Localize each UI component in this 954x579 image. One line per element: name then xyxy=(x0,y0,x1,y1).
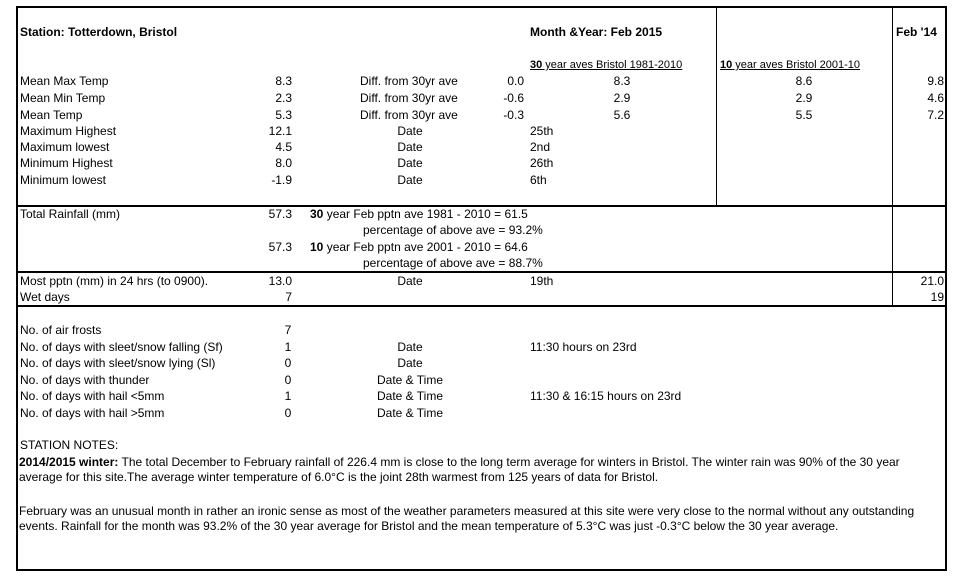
count-value: 0 xyxy=(284,406,292,420)
pptn-label: Most pptn (mm) in 24 hrs (to 0900). xyxy=(20,274,209,288)
count-value: 1 xyxy=(284,389,292,403)
temp-diff: -0.3 xyxy=(503,108,524,122)
temp-ave30: 8.3 xyxy=(613,74,631,88)
extreme-date-label: Date xyxy=(397,156,423,170)
notes-winter: 2014/2015 winter: The total December to February rainfall of 226.4 mm is close to the long term average for winters in Bristol. The winter rain was 90% of the 30 year average for this site.The average winter temperature of 6.0°C is the joint 28th warmest from 125 years of data for Bristol. xyxy=(19,455,900,484)
extreme-date-label: Date xyxy=(397,173,423,187)
divider-rainfall-bottom xyxy=(16,271,947,273)
temp-ave10: 2.9 xyxy=(795,91,813,105)
notes-heading: STATION NOTES: xyxy=(20,438,119,452)
temp-prev: 4.6 xyxy=(927,91,944,105)
pptn-date-label: Date xyxy=(397,274,423,288)
count-mid: Date xyxy=(397,340,423,354)
count-label: No. of days with sleet/snow falling (Sf) xyxy=(20,340,223,354)
count-label: No. of air frosts xyxy=(20,323,102,337)
extreme-value: 8.0 xyxy=(275,156,292,170)
count-detail: 11:30 & 16:15 hours on 23rd xyxy=(530,389,682,403)
count-value: 0 xyxy=(284,373,292,387)
border-right xyxy=(945,6,947,571)
ave30-header: 30 year aves Bristol 1981-2010 xyxy=(530,59,683,71)
temp-label: Mean Temp xyxy=(20,108,83,122)
temp-value: 5.3 xyxy=(275,108,292,122)
temp-prev: 7.2 xyxy=(927,108,944,122)
temp-diff-label: Diff. from 30yr ave xyxy=(360,108,458,122)
count-label: No. of days with hail <5mm xyxy=(20,389,165,403)
count-mid: Date & Time xyxy=(376,389,444,403)
temp-diff: -0.6 xyxy=(503,91,524,105)
rainfall-label: Total Rainfall (mm) xyxy=(20,207,121,221)
extreme-label: Maximum Highest xyxy=(20,124,117,138)
rainfall-pct30: percentage of above ave = 93.2% xyxy=(363,223,543,237)
count-value: 0 xyxy=(284,356,292,370)
border-top xyxy=(16,6,947,8)
extreme-date: 2nd xyxy=(530,140,551,154)
divider-ave10-column xyxy=(716,6,717,206)
extreme-date: 6th xyxy=(530,173,547,187)
temp-value: 2.3 xyxy=(275,91,292,105)
wet-days-prev: 19 xyxy=(930,290,944,304)
wet-days-label: Wet days xyxy=(20,290,70,304)
count-mid: Date & Time xyxy=(376,373,444,387)
count-label: No. of days with sleet/snow lying (Sl) xyxy=(20,356,216,370)
extreme-date-label: Date xyxy=(397,124,423,138)
pptn-prev: 21.0 xyxy=(920,274,944,288)
rainfall-ave10: 10 year Feb pptn ave 2001 - 2010 = 64.6 xyxy=(310,240,528,254)
extreme-value: -1.9 xyxy=(271,173,292,187)
notes-february: February was an unusual month in rather an ironic sense as most of the weather parameters measured at this site were very close to the normal without any outstanding events. Rainfall for the month was 93.2% of the 30 year average for Bristol and the mean temperature of 5.3°C was just -0.3°C below the 30 year average. xyxy=(19,504,915,533)
rainfall-ave30: 30 year Feb pptn ave 1981 - 2010 = 61.5 xyxy=(310,207,528,221)
rainfall-value-1: 57.3 xyxy=(268,207,292,221)
rainfall-pct10: percentage of above ave = 88.7% xyxy=(363,256,543,270)
extreme-label: Minimum lowest xyxy=(20,173,107,187)
pptn-date: 19th xyxy=(530,274,554,288)
extreme-date: 26th xyxy=(530,156,554,170)
prev-year-header: Feb '14 xyxy=(896,25,937,39)
temp-ave10: 5.5 xyxy=(795,108,813,122)
extreme-date-label: Date xyxy=(397,140,423,154)
extreme-label: Minimum Highest xyxy=(20,156,113,170)
station-title: Station: Totterdown, Bristol xyxy=(20,25,178,39)
wet-days-value: 7 xyxy=(285,290,292,304)
count-mid: Date & Time xyxy=(376,406,444,420)
divider-prev-year-column xyxy=(892,6,893,306)
temp-label: Mean Min Temp xyxy=(20,91,106,105)
pptn-value: 13.0 xyxy=(268,274,292,288)
ave10-header: 10 year aves Bristol 2001-10 xyxy=(720,59,861,71)
extreme-value: 12.1 xyxy=(268,124,292,138)
extreme-date: 25th xyxy=(530,124,554,138)
count-value: 7 xyxy=(284,323,292,337)
temp-prev: 9.8 xyxy=(927,74,944,88)
count-value: 1 xyxy=(284,340,292,354)
temp-diff-label: Diff. from 30yr ave xyxy=(360,74,458,88)
temp-ave10: 8.6 xyxy=(795,74,813,88)
temp-diff-label: Diff. from 30yr ave xyxy=(360,91,458,105)
border-left xyxy=(16,6,18,571)
temp-ave30: 2.9 xyxy=(613,91,631,105)
count-label: No. of days with hail >5mm xyxy=(20,406,165,420)
divider-pptn-bottom xyxy=(16,305,947,307)
temp-value: 8.3 xyxy=(275,74,292,88)
extreme-label: Maximum lowest xyxy=(20,140,110,154)
temp-ave30: 5.6 xyxy=(613,108,631,122)
rainfall-value-2: 57.3 xyxy=(268,240,292,254)
count-detail: 11:30 hours on 23rd xyxy=(530,340,637,354)
count-label: No. of days with thunder xyxy=(20,373,150,387)
month-year-title: Month &Year: Feb 2015 xyxy=(530,25,663,39)
temp-label: Mean Max Temp xyxy=(20,74,109,88)
extreme-value: 4.5 xyxy=(275,140,292,154)
temp-diff: 0.0 xyxy=(507,74,524,88)
border-bottom xyxy=(16,569,947,571)
count-mid: Date xyxy=(397,356,423,370)
